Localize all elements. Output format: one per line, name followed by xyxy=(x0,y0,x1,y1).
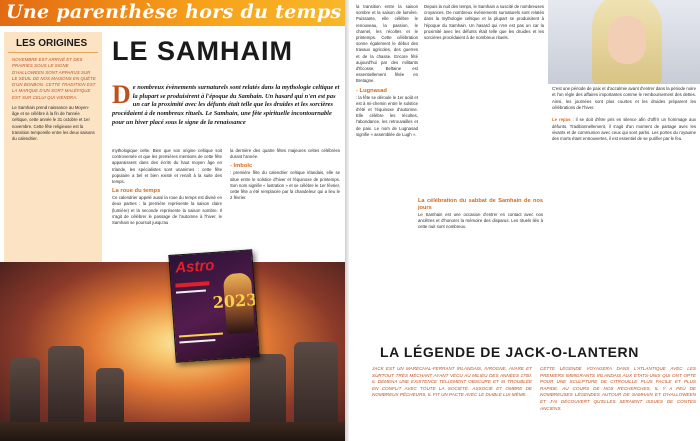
celebration-subhead: La célébration du sabbat de Samhain de nos jours xyxy=(418,198,543,211)
standing-stone xyxy=(10,358,40,428)
left-page xyxy=(0,0,345,441)
column-2-text-b: : première fête du calendrier celtique irlandais, elle se situe entre le solstice d'hiver et l'équinoxe de printemps. Son nom signifie « lustration » et se célèbre le 1er février, cette fête a été remplacée par la chandeleur qui a lieu le 2 février. xyxy=(230,170,340,201)
column-1-subhead: La roue du temps xyxy=(112,188,161,195)
cover-decor xyxy=(175,281,209,287)
article-column-3 xyxy=(356,4,418,334)
column-2-text: la dernière des quatre fêtes majeures celtes célébrées durant l'année. xyxy=(230,148,340,160)
right-column-text xyxy=(552,86,696,143)
cover-logo-text: Astro xyxy=(174,256,215,277)
legend-column-2: CETTE LÉGENDE VOYAGERA DANS L'ATLANTIQUE AVEC LES PREMIERS IMMIGRANTS IRLANDAIS AUX ÉTATS-UNIS QUI ONT OPTÉ POUR UNE SCULPTURE DE CITROUILLE PLUS FACILE ET PLUS RAPIDE. AU COURS DE NOS RECHERCHES, IL Y A PEU DE NOMBREUSES LÉGENDES AUTOUR DE SAMHAIN ET D'HALLOWEEN ET J'AI DÉCOUVERT QU'ELLES SERAIENT ISSUES DE CONTES ANCIENS. xyxy=(540,366,696,411)
right-intro: C'est une période de paix et d'accalmie avant d'entrer dans la période noire et l'on règle des affaires importantes comme le remboursement des dettes. Ainsi, les journées sont plus courtes et les druides préparent les célébrations de l'hiver. xyxy=(552,86,696,110)
article-deck xyxy=(112,80,340,128)
celebration-section xyxy=(418,196,543,231)
column-3-subhead: - Lugnasad xyxy=(356,87,387,94)
repas-text: : il se doit d'être pris en silence afin d'offrir un hommage aux défunts. Traditionnellement, il s'agit d'un moment de partage avec les vivants et de communion avec ceux qui sont partis. Les portes du royaume des morts étant entrouvertes, il est essentiel de se purifier par le feu. xyxy=(552,117,696,142)
ground xyxy=(0,422,345,441)
repas-label: Le repas xyxy=(552,117,571,123)
column-2-subhead: - Imbolc xyxy=(230,163,253,170)
sidebar-body: Le Samhain prend naissance au Moyen-âge et se célèbre à la fin de l'année celtique, cette année le 31 octobre et 1er novembre. Cette fête religieuse est la transition temporelle entre les deux saisons du calendrier. xyxy=(12,105,95,142)
column-4-text: Depuis la nuit des temps, le Samhain a suscité de nombreuses croyances. De nombreux événements surnaturels sont relatés dans la mythologie celtique et la plupart se produisirent à l'époque du Samhain. Un hasard qui n'en est pas un car la proximité avec les défunts était telle que les druides et les sorcières procédaient à de nombreux rituels. xyxy=(424,4,544,41)
origins-sidebar xyxy=(4,32,102,280)
deck-text: e nombreux évènements surnaturels sont relatés dans la mythologie celtique et la plupart se produisirent à l'époque du Samhain. Un hasard qui n'en est pas un car la proximité avec les défunts était telle que les druides et les sorcières procédaient à de nombreux rituels. Le Samhain, une fête spirituelle incontournable pour un hiver placé sous le signe de la renaissance xyxy=(112,84,340,126)
article-title: LE SAMHAIM xyxy=(112,36,293,66)
article-column-1 xyxy=(112,148,222,226)
sidebar-heading: LES ORIGINES xyxy=(8,32,98,53)
column-3-text-b: : la fête se déroule le 1er août et est à mi-chemin entre le solstice d'été et l'équinoxe d'automne. Elle célèbre les récoltes, l'abondance, les retrouvailles et de paix. Le nom de Lugnasad signifie « assemblée de Lugh ». xyxy=(356,94,418,137)
title-banner xyxy=(0,0,345,26)
standing-stone xyxy=(48,346,84,432)
cover-logo xyxy=(175,257,215,277)
standing-stone xyxy=(96,368,124,428)
banner-title: Une parenthèse hors du temps xyxy=(6,1,342,23)
cover-decor xyxy=(179,339,215,344)
column-1-text: mythologique celte. Bien que son origine celtique soit controversée et que les premières mentions de cette fête apparaissent dans des écrits du haut moyen âge en Irlande, les spécialistes sont unanimes : cette fête populaire a bel et bien existé et renaît à la suite des temps. xyxy=(112,148,222,185)
legend-title: LA LÉGENDE DE JACK-O-LANTERN xyxy=(380,344,639,360)
celebration-text: Le Samhain est une occasion d'entrer en contact avec nos ancêtres et d'honorer la mémoire des disparus. Les rituels liés à cette nuit sont nombreux. xyxy=(418,212,543,230)
drop-cap: D xyxy=(112,80,131,109)
article-column-4 xyxy=(424,4,544,194)
cover-decor xyxy=(176,290,206,294)
legend-column-1: JACK EST UN MARÉCHAL-FERRANT IRLANDAIS, IVROGNE, AVARE ET SURTOUT TRÈS MÉCHANT AYANT VÉCU AU MILIEU DES ANNÉES 1700. IL DÉMENA UNE EXISTENCE TELLEMENT OBSCURE ET SI TROUBLÉE EN CONFLIT AVEC TOUTE LA SOCIÉTÉ. ASSOCIÉ ET OMBRE DE NOMBREUX PÊCHEURS, IL FIT UN PACTE AVEC LE DIABLE LUI-MÊME. xyxy=(372,366,532,398)
author-portrait xyxy=(548,0,700,84)
article-column-2 xyxy=(230,148,340,201)
cover-decor xyxy=(179,332,223,337)
column-3-text: la transition entre la saison sombre et la saison de lumière. Puissante, elle célèbre le renouveau, la passion, le charnel, les récoltes et le printemps. Cette célébration sonne également le début des travaux agricoles, des guerres et de la chasse. Encore fêté aujourd'hui par des militants d'Écosse, Beltaine est essentiellement fêtée en Bretagne. xyxy=(356,4,418,84)
magazine-cover xyxy=(168,249,259,363)
portrait-face xyxy=(608,16,646,64)
column-1-text-b: Ce calendrier appelé aussi la roue du temps est divisé en deux parties : la première représente la saison claire (lumière) et la seconde représente la saison sombre. Il s'agit de célébrer le passage de l'automne à l'hiver, le Samhain se poursuit jusqu'au xyxy=(112,195,222,226)
sidebar-intro: NOVEMBRE EST ARRIVÉ ET DES PRAIRIES SOUS LE SIGNE D'HALLOWEEN SONT APPARUS SUR LE SEUIL DE NOS MAISONS EN QUÊTE D'UN BONBON. CETTE TRADITION EST LA MARQUE D'UN SORT MALÉFIQUE EST SUR CELUI QUI VIENDRA. xyxy=(12,57,96,100)
cover-year: 2023 xyxy=(212,289,258,313)
